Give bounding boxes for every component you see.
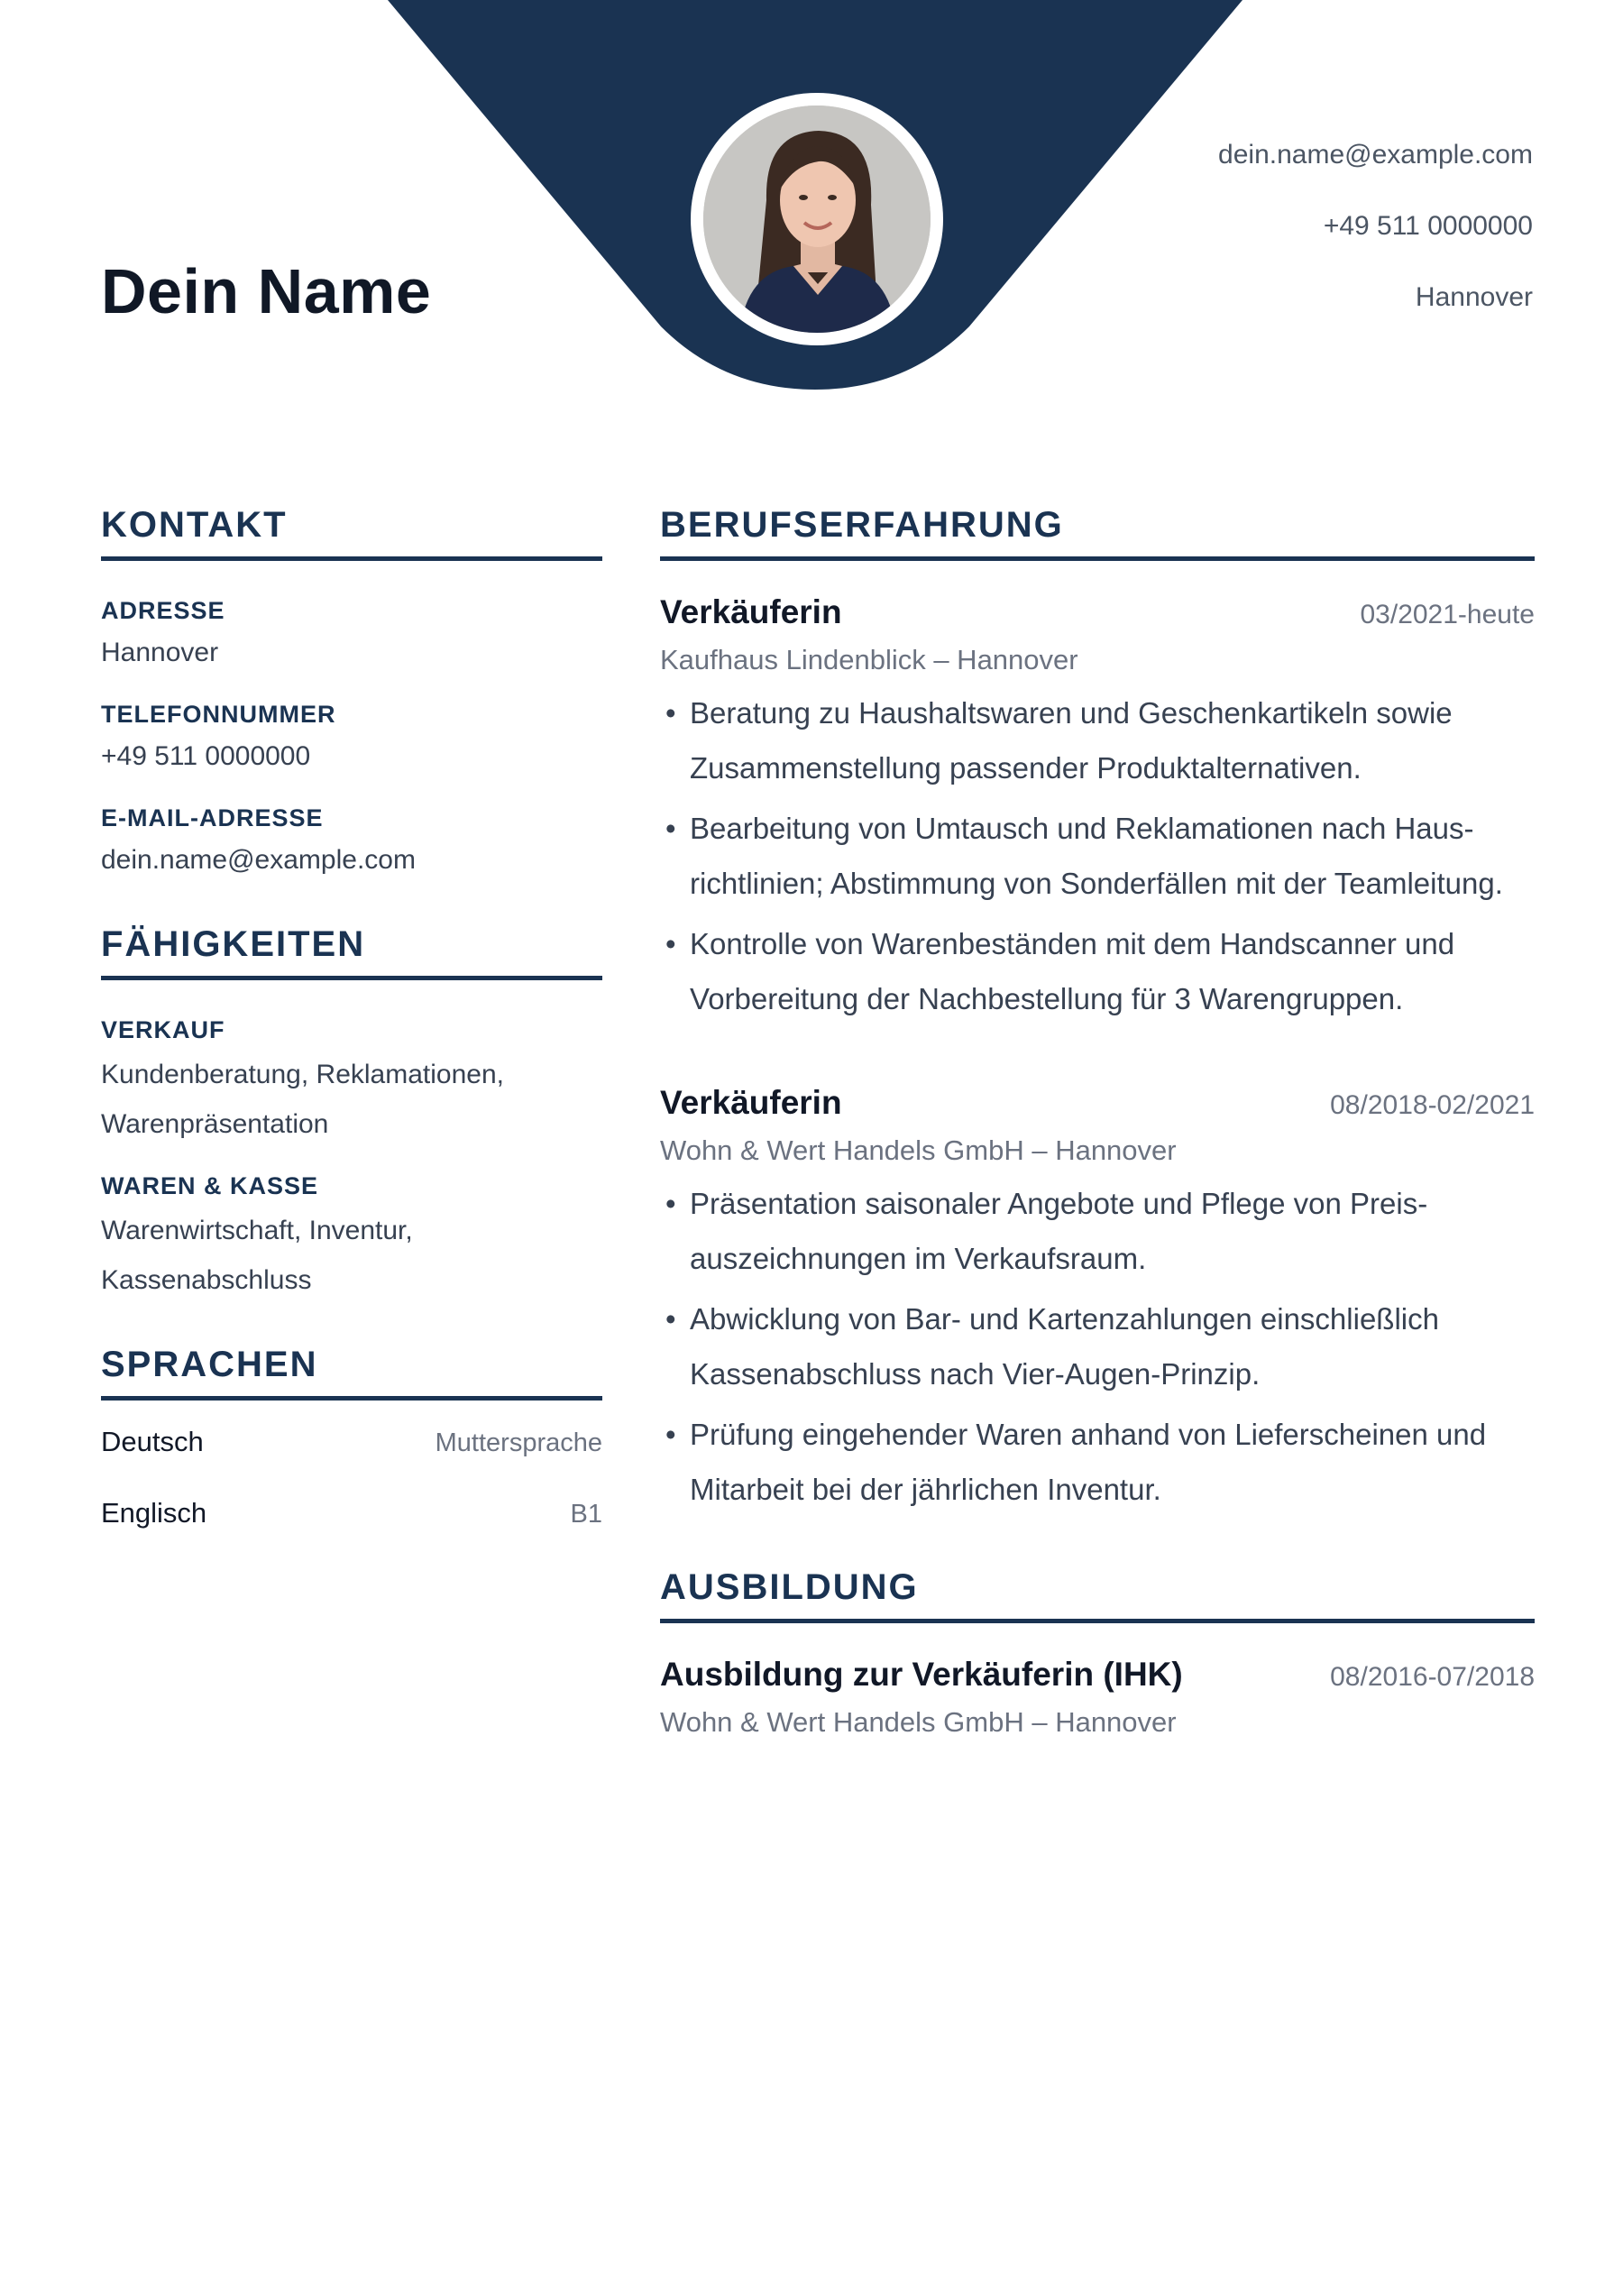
job-company: Kaufhaus Lindenblick – Hannover: [660, 644, 1078, 675]
education-title: Ausbildung zur Verkäuferin (IHK): [660, 1656, 1183, 1693]
skill-group-value: [101, 1206, 602, 1305]
education-entry: [660, 1656, 1535, 1739]
skills-heading: FÄHIGKEITEN: [101, 924, 602, 980]
language-row: [101, 1497, 602, 1568]
address-label: ADRESSE: [101, 597, 225, 624]
language-level: B1: [570, 1500, 602, 1529]
phone-value: +49 511 0000000: [101, 741, 311, 771]
job-bullets: [660, 1176, 1535, 1517]
header-email: dein.name@example.com: [1218, 140, 1533, 170]
job-bullets: [660, 685, 1535, 1026]
person-name: Dein Name: [101, 256, 432, 326]
job-date: 03/2021-heute: [1360, 600, 1535, 629]
language-name: Deutsch: [101, 1426, 204, 1457]
skill-group-label: VERKAUF: [101, 1016, 225, 1043]
skill-line: Kundenberatung, Reklamationen,: [101, 1060, 504, 1089]
phone-label: TELEFONNUMMER: [101, 701, 336, 728]
language-level: Muttersprache: [435, 1428, 602, 1457]
job-bullet: • Beratung zu Haushaltswaren und Geschenkartikeln sowie Zusammenstellung passender Produktalternativen.: [660, 685, 1535, 795]
job-entry: [660, 1084, 1535, 1517]
address-value: Hannover: [101, 638, 219, 667]
skill-line: Kassenabschluss: [101, 1265, 312, 1295]
job-title: Verkäuferin: [660, 1084, 842, 1121]
job-entry: [660, 593, 1535, 1026]
education-heading: AUSBILDUNG: [660, 1567, 1535, 1623]
language-name: Englisch: [101, 1497, 207, 1529]
left-column: [101, 505, 602, 1568]
job-bullet: • Bearbeitung von Umtausch und Reklamationen nach Hausrichtlinien; Abstimmung von Sonderfällen mit der Teamleitung.: [660, 801, 1535, 911]
job-header: [660, 593, 1535, 631]
header-phone: +49 511 0000000: [1323, 211, 1533, 241]
kontakt-section: [101, 597, 602, 885]
skill-line: Warenwirtschaft, Inventur,: [101, 1216, 413, 1245]
header-contact: [992, 135, 1533, 349]
experience-heading: BERUFSERFAHRUNG: [660, 505, 1535, 561]
skills-section: [101, 1016, 602, 1305]
education-date: 08/2016-07/2018: [1330, 1662, 1535, 1692]
job-bullet: • Kontrolle von Warenbeständen mit dem Handscanner und Vorbereitung der Nachbestellung für 3 Warengruppen.: [660, 916, 1535, 1026]
header-city: Hannover: [1415, 282, 1533, 312]
email-label: E-MAIL-ADRESSE: [101, 804, 324, 831]
language-row: [101, 1426, 602, 1497]
email-value: dein.name@example.com: [101, 845, 416, 875]
skill-group-label: WAREN & KASSE: [101, 1172, 319, 1199]
job-bullet: • Prüfung eingehender Waren anhand von Lieferscheinen und Mitarbeit bei der jährlichen Inventur.: [660, 1407, 1535, 1517]
job-title: Verkäuferin: [660, 593, 842, 630]
education-section: [660, 1567, 1535, 1739]
skill-group-value: [101, 1050, 602, 1149]
kontakt-heading: KONTAKT: [101, 505, 602, 561]
languages-heading: SPRACHEN: [101, 1345, 602, 1401]
job-header: [660, 1084, 1535, 1122]
job-date: 08/2018-02/2021: [1330, 1090, 1535, 1120]
languages-section: [101, 1426, 602, 1568]
profile-photo: [703, 106, 931, 333]
education-institution: Wohn & Wert Handels GmbH – Hannover: [660, 1706, 1177, 1738]
skill-line: Warenpräsentation: [101, 1109, 329, 1139]
job-bullet: • Präsentation saisonaler Angebote und Pflege von Preisauszeichnungen im Verkaufsraum.: [660, 1176, 1535, 1286]
education-header: [660, 1656, 1535, 1694]
job-bullet: • Abwicklung von Bar- und Kartenzahlungen einschließlich Kassenabschluss nach Vier-Augen-Prinzip.: [660, 1291, 1535, 1401]
job-company: Wohn & Wert Handels GmbH – Hannover: [660, 1134, 1177, 1166]
right-column: [660, 505, 1535, 1739]
